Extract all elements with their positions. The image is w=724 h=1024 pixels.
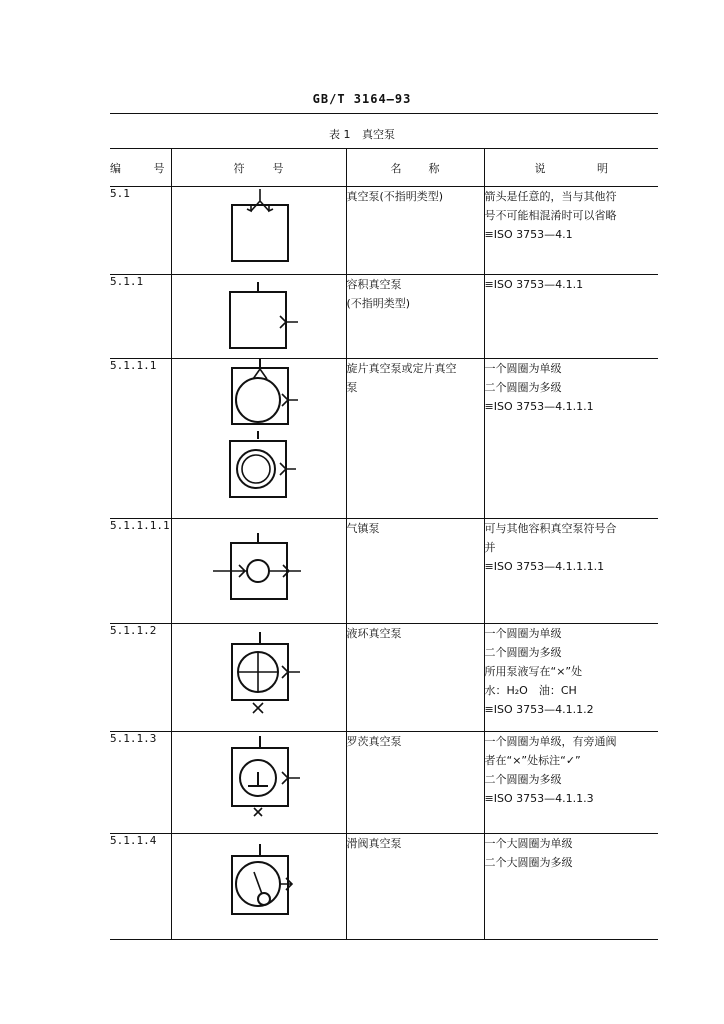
rotary-vane-pump-symbol xyxy=(214,359,304,509)
gas-ballast-pump-symbol xyxy=(209,519,309,607)
vacuum-pump-symbol xyxy=(214,187,304,265)
name-cell: 液环真空泵 xyxy=(346,624,484,732)
table-row xyxy=(110,624,658,732)
name-cell: 滑阀真空泵 xyxy=(346,834,484,940)
name-cell: 真空泵(不指明类型) xyxy=(346,187,484,275)
name-cell: 罗茨真空泵 xyxy=(346,732,484,834)
sliding-valve-pump-symbol xyxy=(214,834,304,926)
row-number: 5.1.1.4 xyxy=(110,834,171,940)
positive-displacement-pump-symbol xyxy=(214,275,304,353)
description-cell: ≡ISO 3753—4.1.1 xyxy=(484,275,658,359)
name-cell: 气镇泵 xyxy=(346,519,484,624)
description-cell: 一个圆圈为单级，有旁通阀 者在“×”处标注“✓” 二个圆圈为多级 ≡ISO 3753—4.1.1.3 xyxy=(484,732,658,834)
symbol-cell xyxy=(171,187,346,275)
header-name: 名 称 xyxy=(346,149,484,187)
description-cell: 一个圆圈为单级 二个圆圈为多级 ≡ISO 3753—4.1.1.1 xyxy=(484,359,658,519)
row-number: 5.1.1 xyxy=(110,275,171,359)
table-row xyxy=(110,187,658,275)
table-row xyxy=(110,359,658,519)
table-header-row xyxy=(110,149,658,187)
roots-pump-symbol xyxy=(214,732,304,822)
row-number: 5.1.1.1 xyxy=(110,359,171,519)
symbol-cell xyxy=(171,732,346,834)
description-cell: 可与其他容积真空泵符号合 并 ≡ISO 3753—4.1.1.1.1 xyxy=(484,519,658,624)
table-row xyxy=(110,519,658,624)
table-caption xyxy=(0,126,724,142)
name-cell: 旋片真空泵或定片真空 泵 xyxy=(346,359,484,519)
description-cell: 一个大圆圈为单级 二个大圆圈为多级 xyxy=(484,834,658,940)
header-number: 编 号 xyxy=(110,149,171,187)
caption-number: 表 1 xyxy=(329,128,351,141)
row-number: 5.1.1.1.1 xyxy=(110,519,171,624)
symbol-cell xyxy=(171,275,346,359)
header-description: 说 明 xyxy=(484,149,658,187)
symbol-cell xyxy=(171,624,346,732)
description-cell: 箭头是任意的，当与其他符 号不可能相混淆时可以省略 ≡ISO 3753—4.1 xyxy=(484,187,658,275)
symbol-cell xyxy=(171,519,346,624)
symbol-table xyxy=(110,148,658,940)
table-row xyxy=(110,275,658,359)
table-row xyxy=(110,732,658,834)
row-number: 5.1.1.2 xyxy=(110,624,171,732)
liquid-ring-pump-symbol xyxy=(214,624,304,716)
row-number: 5.1.1.3 xyxy=(110,732,171,834)
symbol-cell xyxy=(171,834,346,940)
row-number: 5.1 xyxy=(110,187,171,275)
table-row xyxy=(110,834,658,940)
caption-title: 真空泵 xyxy=(362,128,395,141)
header-symbol: 符 号 xyxy=(171,149,346,187)
name-cell: 容积真空泵 (不指明类型) xyxy=(346,275,484,359)
header-rule xyxy=(110,113,658,114)
description-cell: 一个圆圈为单级 二个圆圈为多级 所用泵液写在“×”处 水：H₂O 油：CH ≡ISO 3753—4.1.1.2 xyxy=(484,624,658,732)
document-header: GB/T 3164—93 xyxy=(312,92,412,106)
symbol-cell xyxy=(171,359,346,519)
